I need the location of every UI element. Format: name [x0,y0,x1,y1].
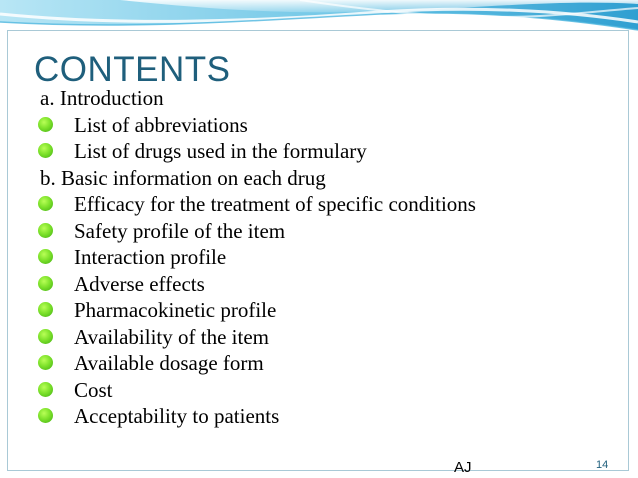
slide-title: CONTENTS [34,50,231,89]
list-item-text: Adverse effects [74,271,205,296]
bullet-icon [38,382,53,397]
list-item-text: Pharmacokinetic profile [74,298,277,322]
list-heading-introduction [40,85,164,111]
bullet-icon [38,143,53,158]
list-item-text: Available dosage form [74,351,264,375]
list-item-text: Efficacy for the treatment of specific conditions [74,192,476,216]
list-item-text: Cost [74,377,113,402]
list-heading-text: b. Basic information on each drug [40,165,326,190]
list-heading-text: a. Introduction [40,86,164,110]
bullet-icon [38,329,53,344]
bullet-icon [38,223,53,238]
list-item-text: Acceptability to patients [74,404,280,428]
bullet-icon [38,355,53,370]
bullet-icon [38,408,53,423]
page-number: 14 [596,459,609,471]
author-initials: AJ [454,459,472,476]
bullet-icon [38,302,53,317]
bullet-icon [38,117,53,132]
list-item-text: List of drugs used in the formulary [74,139,367,163]
bullet-icon [38,196,53,211]
list-item-text: List of abbreviations [74,112,248,137]
list-item-text: Availability of the item [74,324,269,349]
list-heading-basic-information [40,165,326,191]
list-item-text: Interaction profile [74,245,227,269]
bullet-icon [38,249,53,264]
bullet-icon [38,276,53,291]
list-item-text: Safety profile of the item [74,218,286,243]
